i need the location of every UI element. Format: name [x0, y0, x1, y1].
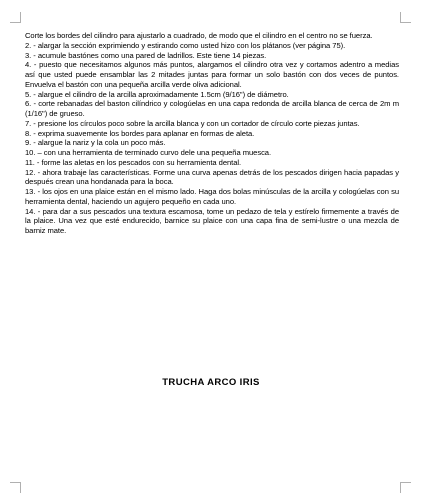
step-3-paragraph: 3. - acumule bastónes como una pared de ladrillos. Este tiene 14 piezas. — [25, 50, 267, 60]
step-8-paragraph: 8. - exprima suavemente los bordes para aplanar en formas de aleta. — [25, 128, 255, 138]
crop-mark-bottom-left — [10, 482, 21, 493]
step-11-paragraph: 11. - forme las aletas en los pescados con su herramienta dental. — [25, 157, 242, 167]
step-6-paragraph: 6. - corte rebanadas del baston cilíndrico y cologúelas en una capa redonda de arcilla blanca de cerca de 2m m (1/16") de grueso. — [25, 99, 399, 118]
step-12-paragraph: 12. - ahora trabaje las características. Forme una curva apenas detrás de los pescados dirigen hacia papadas y después crean una hondanada para la boca. — [25, 167, 399, 187]
step-14-paragraph: 14. - para dar a sus pescados una textura escamosa, tome un pedazo de tela y estírelo firmemente a través de la plaice. Una vez que esté endurecido, barnice su plaice con una capa fina de semi-lustre o una mezcla de barniz mate. — [25, 206, 399, 235]
step-4-paragraph: 4. - puesto que necesitamos algunos más puntos, alargamos el cilindro otra vez y cortamos adentro a medias así que usted puede ensamblar las 2 mitades juntas para formar un solo bastón con dos veces de puntos. Envuelva el bastón con una pequeña arcilla verde oliva adicional. — [25, 60, 399, 89]
section-title: TRUCHA ARCO IRIS — [162, 377, 260, 388]
step-2-paragraph: 2. - alargar la sección exprimiendo y estirando como usted hizo con los plátanos (ver página 75). — [25, 40, 346, 50]
step-13-paragraph: 13. - los ojos en una plaice están en el mismo lado. Haga dos bolas minúsculas de la arcilla y cologúelas con su herramienta dental, haciendo un agujero pequeño en cada uno. — [25, 187, 399, 206]
step-7-paragraph: 7. - presione los círculos poco sobre la arcilla blanca y con un cortador de círculo corte piezas juntas. — [25, 118, 360, 128]
crop-mark-top-right — [400, 12, 411, 23]
step-9-paragraph: 9. - alargue la nariz y la cola un poco más. — [25, 138, 166, 148]
instructions-text — [25, 31, 399, 236]
crop-mark-top-left — [10, 12, 21, 23]
crop-mark-bottom-right — [400, 482, 411, 493]
step-1-paragraph: Corte los bordes del cilindro para ajustarlo a cuadrado, de modo que el cilindro en el centro no se fuerza. — [25, 31, 373, 40]
step-5-paragraph: 5. - alargue el cilindro de la arcilla aproximadamente 1.5cm (9/16") de diámetro. — [25, 89, 289, 99]
step-10-paragraph: 10. – con una herramienta de terminado curvo dele una pequeña muesca. — [25, 148, 272, 157]
